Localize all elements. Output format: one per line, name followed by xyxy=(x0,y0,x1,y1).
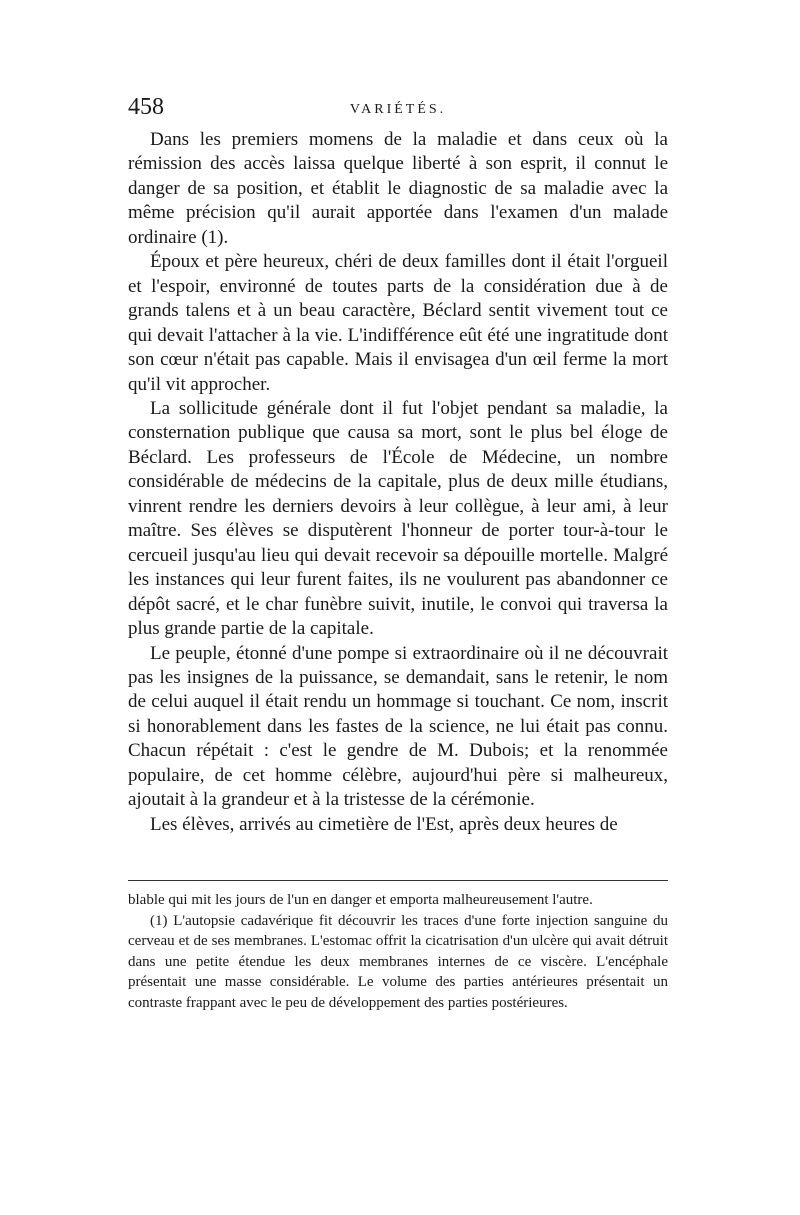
footnotes xyxy=(128,890,668,1013)
paragraph: Le peuple, étonné d'une pompe si extraordinaire où il ne découvrait pas les insignes de la puissance, se demandait, sans le retenir, le nom de celui auquel il était rendu un hommage si touchant. Ce nom, inscrit si honorablement dans les fastes de la science, ne lui était pas connu. Chacun répétait : c'est le gendre de M. Dubois; et la renommée populaire, de cet homme célèbre, aujourd'hui père si malheureux, ajoutait à la grandeur et à la tristesse de la cérémonie. xyxy=(128,642,668,811)
paragraph: La sollicitude générale dont il fut l'objet pendant sa maladie, la consternation publique que causa sa mort, sont le plus bel éloge de Béclard. Les professeurs de l'École de Médecine, un nombre considérable de médecins de la capitale, plus de deux mille étudians, vinrent rendre les derniers devoirs à leur collègue, à leur ami, à leur maître. Ses élèves se disputèrent l'honneur de porter tour-à-tour le cercueil jusqu'au lieu qui devait recevoir sa dépouille mortelle. Malgré les instances qui leur furent faites, ils ne voulurent pas abandonner ce dépôt sacré, et le char funèbre suivit, inutile, le convoi qui traversa la plus grande partie de la capitale. xyxy=(128,397,668,640)
paragraph: Époux et père heureux, chéri de deux familles dont il était l'orgueil et l'espoir, environné de toutes parts de la considération due à de grands talens et à un beau caractère, Béclard sentit vivement tout ce qui devait l'attacher à la vie. L'indifférence eût été une ingratitude dont son cœur n'était pas capable. Mais il envisagea d'un œil ferme la mort qu'il vit approcher. xyxy=(128,251,668,395)
footnote-divider xyxy=(128,880,668,881)
running-title: VARIÉTÉS. xyxy=(349,102,447,117)
paragraph: Dans les premiers momens de la maladie et dans ceux où la rémission des accès laissa quelque liberté à son esprit, il connut le danger de sa position, et établit le diagnostic de sa maladie avec la même précision qu'il aurait apportée dans l'examen d'un malade ordinaire (1). xyxy=(128,129,668,248)
footnote-continuation: blable qui mit les jours de l'un en danger et emporta malheureusement l'autre. xyxy=(128,892,593,908)
paragraph: Les élèves, arrivés au cimetière de l'Est, après deux heures de xyxy=(150,813,618,835)
page-header xyxy=(128,94,668,124)
page-number: 458 xyxy=(128,94,164,120)
main-text xyxy=(128,128,668,837)
footnote-1: (1) L'autopsie cadavérique fit découvrir les traces d'une forte injection sanguine du cerveau et de ses membranes. L'estomac offrit la cicatrisation d'un ulcère qui avait détruit dans une petite étendue les deux membranes internes de ce viscère. L'encéphale présentait une masse considérable. Le volume des parties antérieures présentait un contraste frappant avec le peu de développement des parties postérieures. xyxy=(128,912,668,1011)
